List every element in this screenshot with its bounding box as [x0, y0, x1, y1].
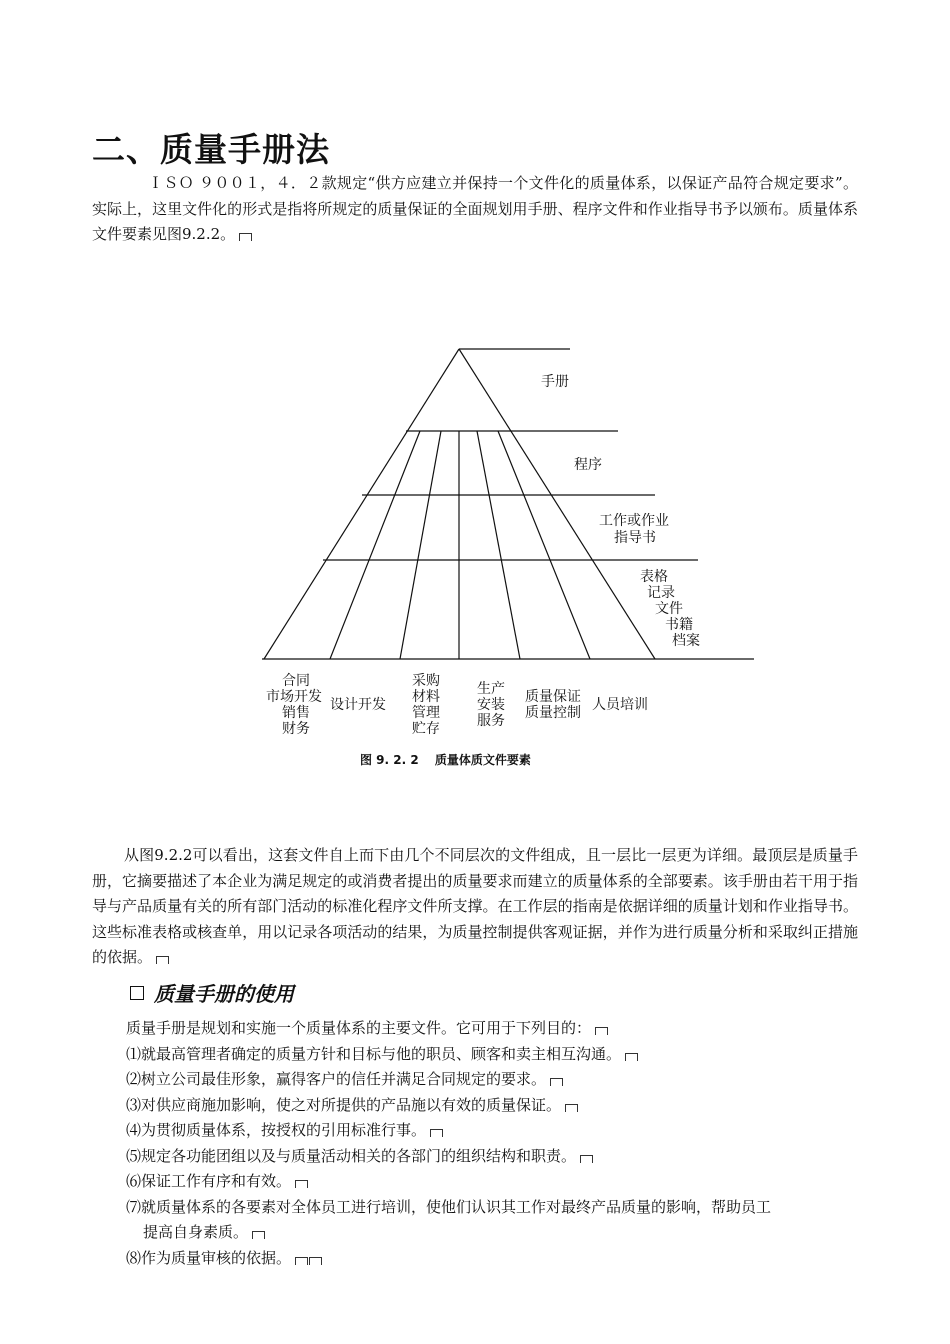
- pyramid-left-edge: [264, 349, 459, 659]
- list-item: ⑴就最高管理者确定的质量方针和目标与他的职员、顾客和卖主相互沟通。: [126, 1042, 866, 1068]
- list-item: ⑵树立公司最佳形象，赢得客户的信任并满足合同规定的要求。: [126, 1067, 866, 1093]
- list-lead: 质量手册是规划和实施一个质量体系的主要文件。它可用于下列目的：: [126, 1016, 866, 1042]
- level-label-work-1: 工作或作业: [599, 513, 669, 529]
- dept-1-line-2: 市场开发: [266, 689, 322, 705]
- pyramid-right-edge: [459, 349, 655, 659]
- dept-4-line-3: 服务: [477, 713, 505, 729]
- dept-3-line-2: 材料: [412, 689, 440, 705]
- return-mark-icon: [565, 1104, 578, 1112]
- level-label-record-1: 表格: [640, 569, 668, 585]
- level-label-manual: 手册: [541, 374, 569, 390]
- dept-4-line-2: 安装: [477, 697, 505, 713]
- dept-1-line-1: 合同: [282, 673, 310, 689]
- quality-document-pyramid-diagram: [0, 330, 950, 780]
- dept-3-line-4: 贮存: [412, 721, 440, 737]
- page-title: 二、质量手册法: [92, 130, 330, 169]
- dept-4-line-1: 生产: [477, 681, 505, 697]
- dept-3-line-1: 采购: [412, 673, 440, 689]
- dept-2: 设计开发: [330, 697, 386, 713]
- level-label-work-2: 指导书: [614, 530, 656, 546]
- level-label-record-3: 文件: [655, 601, 683, 617]
- return-mark-icon: [595, 1027, 608, 1035]
- list-item: ⑻作为质量审核的依据。: [126, 1246, 866, 1272]
- list-item-continuation: 提高自身素质。: [126, 1220, 866, 1246]
- explanation-paragraph: 从图9.2.2可以看出，这套文件自上而下由几个不同层次的文件组成，且一层比一层更为详细。最顶层是质量手册，它摘要描述了本企业为满足规定的或消费者提出的质量要求而建立的质量体系的全部要素。该手册由若干用于指导与产品质量有关的所有部门活动的标准化程序文件所支撑。在工作层的指南是依据详细的质量计划和作业指导书。这些标准表格或核查单，用以记录各项活动的结果，为质量控制提供客观证据，并作为进行质量分析和采取纠正措施的依据。: [92, 846, 858, 966]
- list-item: ⑺就质量体系的各要素对全体员工进行培训，使他们认识其工作对最终产品质量的影响，帮助员工: [126, 1197, 772, 1216]
- return-mark-icon: [309, 1257, 322, 1265]
- level-label-procedure: 程序: [574, 457, 602, 473]
- dept-1-line-3: 销售: [282, 705, 310, 721]
- level-label-record-2: 记录: [647, 585, 675, 601]
- dept-3-line-3: 管理: [412, 705, 440, 721]
- return-mark-icon: [550, 1078, 563, 1086]
- return-mark-icon: [239, 233, 252, 241]
- return-mark-icon: [580, 1155, 593, 1163]
- dept-5-line-2: 质量控制: [525, 705, 581, 721]
- return-mark-icon: [295, 1180, 308, 1188]
- list-item: ⑶对供应商施加影响，使之对所提供的产品施以有效的质量保证。: [126, 1093, 866, 1119]
- usage-list: [126, 1016, 866, 1271]
- list-item: ⑸规定各功能团组以及与质量活动相关的各部门的组织结构和职责。: [126, 1144, 866, 1170]
- return-mark-icon: [625, 1053, 638, 1061]
- return-mark-icon: [430, 1129, 443, 1137]
- dept-6: 人员培训: [592, 697, 648, 713]
- section-heading: 质量手册的使用: [130, 978, 294, 1007]
- column-line-4: [477, 431, 520, 659]
- checkbox-square-icon: [130, 986, 144, 1000]
- figure-caption: 图 9. 2. 2 质量体质文件要素: [360, 753, 531, 767]
- return-mark-icon: [252, 1231, 265, 1239]
- return-mark-icon: [295, 1257, 308, 1265]
- dept-5-line-1: 质量保证: [525, 689, 581, 705]
- intro-paragraph: ＩＳＯ ９００１，４．２款规定“供方应建立并保持一个文件化的质量体系，以保证产品符合规定要求”。实际上，这里文件化的形式是指将所规定的质量保证的全面规划用手册、程序文件和作业指导书予以颁布。质量体系文件要素见图9.2.2。: [92, 174, 858, 243]
- level-label-record-5: 档案: [672, 633, 700, 649]
- list-item: ⑷为贯彻质量体系，按授权的引用标准行事。: [126, 1118, 866, 1144]
- return-mark-icon: [156, 956, 169, 964]
- dept-1-line-4: 财务: [282, 721, 310, 737]
- list-item: ⑹保证工作有序和有效。: [126, 1169, 866, 1195]
- level-label-record-4: 书籍: [665, 617, 693, 633]
